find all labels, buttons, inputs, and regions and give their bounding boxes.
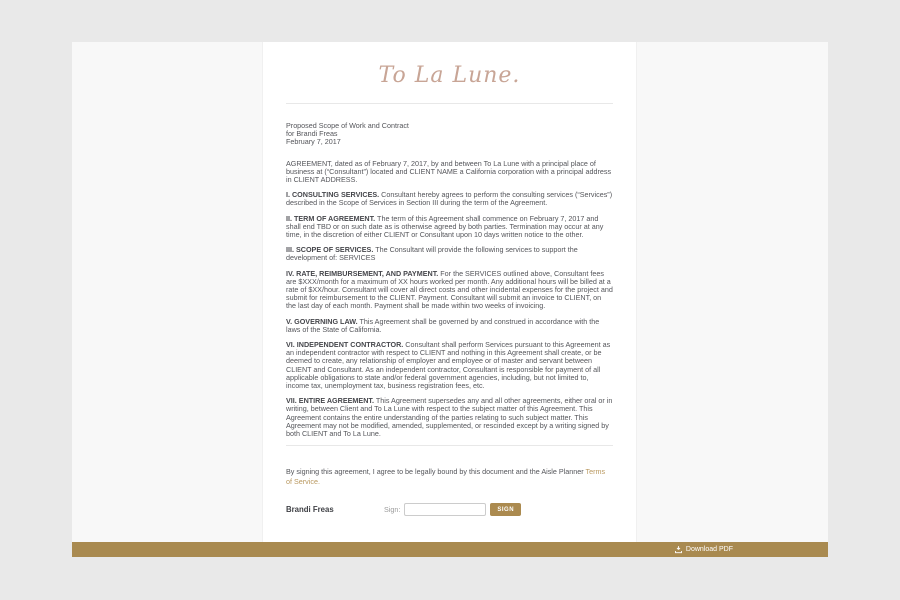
signature-row: [286, 503, 613, 516]
paragraph-agreement: AGREEMENT, dated as of February 7, 2017, by and between To La Lune with a principal place of business at (“Consultant”) located and CLIENT NAME a California corporation with a principal address in CLIENT ADDRESS.: [286, 158, 612, 185]
download-pdf-link[interactable]: [674, 545, 733, 554]
signer-name: Brandi Freas: [286, 505, 334, 515]
paragraph-rate-reimbursement-payment: IV. RATE, REIMBURSEMENT, AND PAYMENT. For the SERVICES outlined above, Consultant fees are $XXX/month for a maximum of XX hours worked per month. Any additional hours will be billed at a rate of $XX/hour. Consultant will cover all direct costs and other incidental expenses for the project and submit for reimbursement to the CLIENT. Payment. Consultant will submit an invoice to CLIENT, on the last day of each month. Payment shall be made within two weeks of invoicing.: [286, 268, 613, 311]
sign-label: Sign:: [384, 505, 401, 515]
doc-subtitle-client: for Brandi Freas: [286, 129, 338, 139]
paragraph-term-of-agreement: II. TERM OF AGREEMENT. The term of this Agreement shall commence on February 7, 2017 and shall end TBD or on such date as is otherwise agreed by both parties. Termination may occur at any time, in the discretion of either CLIENT or Consultant upon 10 days written notice to the other.: [286, 213, 604, 240]
contract-document: [262, 42, 637, 542]
paragraph-scope-of-services: III. SCOPE OF SERVICES. The Consultant will provide the following services to support the development of: SERVICES: [286, 245, 578, 263]
sign-button[interactable]: SIGN: [490, 503, 521, 516]
doc-intro: [286, 122, 613, 147]
doc-title: Proposed Scope of Work and Contract: [286, 121, 409, 130]
download-icon: [674, 545, 683, 554]
doc-date: February 7, 2017: [286, 137, 341, 147]
paragraph-independent-contractor: VI. INDEPENDENT CONTRACTOR. Consultant shall perform Services pursuant to this Agreement as an independent contractor with respect to CLIENT and nothing in this Agreement shall create, or be deemed to create, any relationship of employer and employee or of master and servant between CLIENT and Consultant. As an independent contractor, Consultant is responsible for payment of all applicable obligations to state and/or federal government agencies, including, but not limited to, income tax, unemployment tax, business registration fees, etc.: [286, 340, 611, 391]
header-divider: [286, 103, 613, 104]
paragraph-entire-agreement: VII. ENTIRE AGREEMENT. This Agreement supersedes any and all other agreements, either oral or in writing, between Client and To La Lune with respect to the subject matter of this Agreement. This Agreement contains the entire understanding of the parties relating to such subject matter. This Agreement may not be modified, amended, supplemented, or rescinded except by a writing signed by both CLIENT and To La Lune.: [286, 396, 613, 439]
consent-text: By signing this agreement, I agree to be legally bound by this document and the Aisle Planner: [286, 467, 586, 477]
signature-divider: [286, 445, 613, 446]
download-label: Download PDF: [685, 546, 733, 553]
signature-input[interactable]: [404, 503, 486, 516]
viewer-panel: [72, 42, 828, 542]
paragraph-consulting-services: I. CONSULTING SERVICES. Consultant hereby agrees to perform the consulting services (“Services”) described in the Scope of Services in Section III during the term of the Agreement.: [286, 190, 613, 208]
paragraph-governing-law: V. GOVERNING LAW. This Agreement shall be governed by and construed in accordance with the laws of the State of California.: [286, 316, 600, 334]
company-logo: To La Lune.: [378, 63, 521, 88]
download-bar: [72, 542, 828, 557]
terms-of-service-link[interactable]: Terms of Service.: [286, 467, 606, 486]
agreement-consent-text: [286, 467, 613, 486]
